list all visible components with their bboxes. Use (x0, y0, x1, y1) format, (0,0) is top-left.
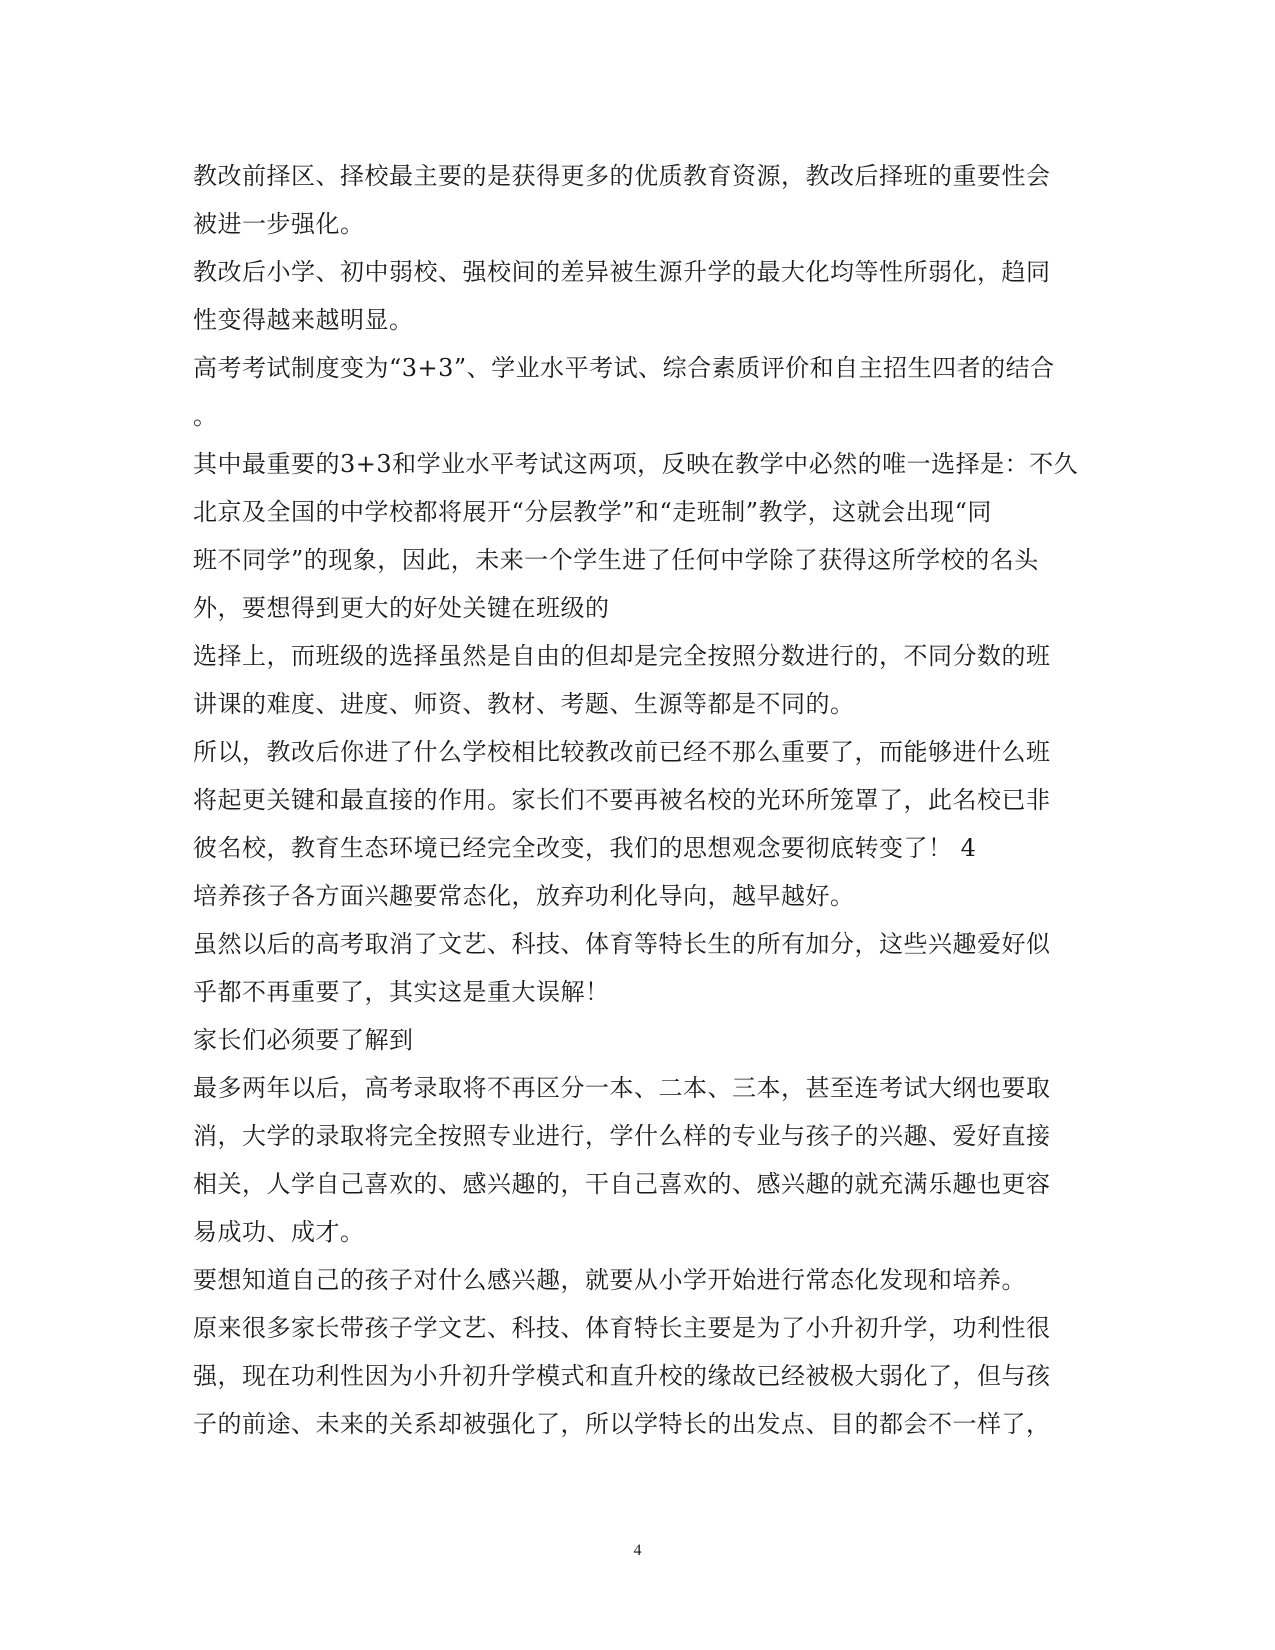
text-line: 易成功、成才。 (193, 1218, 365, 1246)
text-line: 彼名校，教育生态环境已经完全改变，我们的思想观念要彻底转变了！ 4 (193, 834, 977, 862)
text-line: 选择上，而班级的选择虽然是自由的但却是完全按照分数进行的，不同分数的班 (193, 642, 1051, 670)
text-line: 所以，教改后你进了什么学校相比较教改前已经不那么重要了，而能够进什么班 (193, 738, 1051, 766)
text-line: 最多两年以后，高考录取将不再区分一本、二本、三本，甚至连考试大纲也要取 (193, 1074, 1051, 1102)
text-line: 外，要想得到更大的好处关键在班级的 (193, 594, 610, 622)
page-number: 4 (633, 1542, 642, 1559)
text-line: 虽然以后的高考取消了文艺、科技、体育等特长生的所有加分，这些兴趣爱好似 (193, 930, 1051, 958)
text-line: 被进一步强化。 (193, 210, 365, 238)
text-line: 高考考试制度变为“3+3”、学业水平考试、综合素质评价和自主招生四者的结合 (193, 354, 1055, 382)
text-line: 原来很多家长带孩子学文艺、科技、体育特长主要是为了小升初升学，功利性很 (193, 1314, 1051, 1342)
text-line: 家长们必须要了解到 (193, 1026, 414, 1054)
text-line: 教改前择区、择校最主要的是获得更多的优质教育资源，教改后择班的重要性会 (193, 162, 1051, 190)
text-line: 班不同学”的现象，因此，未来一个学生进了任何中学除了获得这所学校的名头 (193, 546, 1039, 574)
text-line: 北京及全国的中学校都将展开“分层教学”和“走班制”教学，这就会出现“同 (193, 498, 992, 526)
body-text (193, 152, 1083, 1448)
text-line: 教改后小学、初中弱校、强校间的差异被生源升学的最大化均等性所弱化，趋同 (193, 258, 1051, 286)
text-line: 子的前途、未来的关系却被强化了，所以学特长的出发点、目的都会不一样了， (193, 1410, 1051, 1438)
text-line: 相关，人学自己喜欢的、感兴趣的，干自己喜欢的、感兴趣的就充满乐趣也更容 (193, 1170, 1051, 1198)
text-line: 讲课的难度、进度、师资、教材、考题、生源等都是不同的。 (193, 690, 855, 718)
text-line: 性变得越来越明显。 (193, 306, 414, 334)
text-line: 。 (193, 402, 218, 430)
text-line: 培养孩子各方面兴趣要常态化，放弃功利化导向，越早越好。 (193, 882, 855, 910)
text-line: 将起更关键和最直接的作用。家长们不要再被名校的光环所笼罩了，此名校已非 (193, 786, 1051, 814)
text-line: 乎都不再重要了，其实这是重大误解！ (193, 978, 610, 1006)
text-line: 强，现在功利性因为小升初升学模式和直升校的缘故已经被极大弱化了，但与孩 (193, 1362, 1051, 1390)
text-line: 消，大学的录取将完全按照专业进行，学什么样的专业与孩子的兴趣、爱好直接 (193, 1122, 1051, 1150)
text-line: 其中最重要的3+3和学业水平考试这两项，反映在教学中必然的唯一选择是：不久 (193, 450, 1079, 478)
text-line: 要想知道自己的孩子对什么感兴趣，就要从小学开始进行常态化发现和培养。 (193, 1266, 1026, 1294)
